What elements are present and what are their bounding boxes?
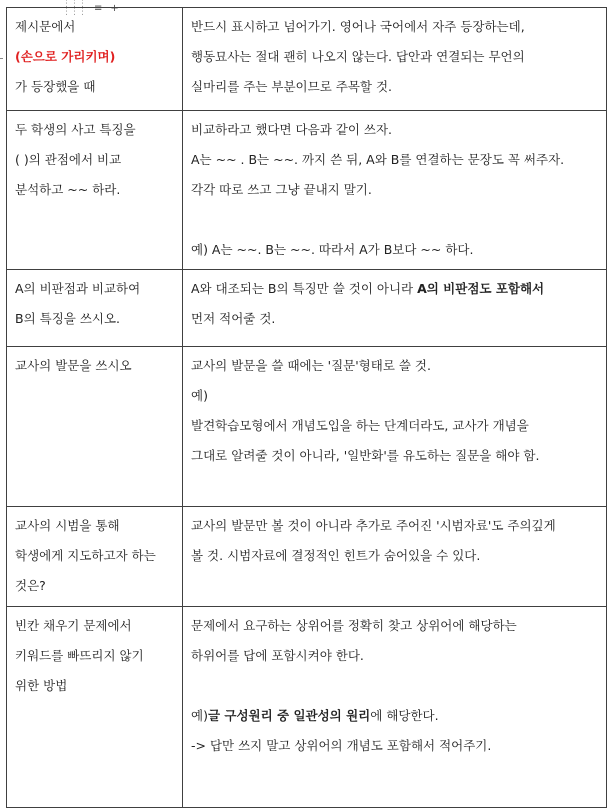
cell-text-part: 예) xyxy=(191,708,208,723)
cell-text: A는 ~~ . B는 ~~. 까지 쓴 뒤, A와 B를 연결하는 문장도 꼭 써주자. xyxy=(191,152,565,167)
cell-text: 교사의 발문을 쓰시오 xyxy=(15,358,132,373)
cell-text: 것은? xyxy=(15,578,46,593)
cell-text: A의 비판점과 비교하여 xyxy=(15,281,141,296)
cell-text-part: 에 해당한다. xyxy=(370,708,439,723)
drag-handle-icon[interactable]: ⋮⋮⋮ ⋮⋮⋮ xyxy=(62,0,86,17)
cell-text: 키워드를 빠뜨리지 않기 xyxy=(15,648,144,663)
cell-text xyxy=(191,274,599,304)
cell-text: 예) A는 ~~. B는 ~~. 따라서 A가 B보다 ~~ 하다. xyxy=(191,242,474,257)
cell-text: 가 등장했을 때 xyxy=(15,79,96,94)
cell-text: 행동묘사는 절대 괜히 나오지 않는다. 답안과 연결되는 무언의 xyxy=(191,49,525,64)
cell-text: 각각 따로 쓰고 그냥 끝내지 말기. xyxy=(191,182,372,197)
cell-text-bold: A의 비판점도 포함해서 xyxy=(417,281,545,296)
cell-text: 학생에게 지도하고자 하는 xyxy=(15,548,156,563)
cell-text: 비교하라고 했다면 다음과 같이 쓰자. xyxy=(191,122,392,137)
plus-icon[interactable]: + xyxy=(110,2,119,14)
blank-line xyxy=(191,205,599,235)
table-row xyxy=(7,270,607,347)
table-row xyxy=(7,507,607,607)
table-row xyxy=(7,607,607,808)
cell-text: 반드시 표시하고 넘어가기. 영어나 국어에서 자주 등장하는데, xyxy=(191,19,525,34)
cell-text: ( )의 관점에서 비교 xyxy=(15,152,122,167)
cell-text: 위한 방법 xyxy=(15,678,68,693)
cell-text xyxy=(191,701,599,731)
table-row xyxy=(7,347,607,507)
table-row xyxy=(7,8,607,111)
cell-text: 교사의 시범을 통해 xyxy=(15,518,120,533)
cell-text: 교사의 발문을 쓸 때에는 '질문'형태로 쓸 것. xyxy=(191,358,431,373)
margin-tick xyxy=(0,58,3,59)
cell-text-bold: 글 구성원리 중 일관성의 원리 xyxy=(207,708,371,723)
cell-text: 발견학습모형에서 개념도입을 하는 단계더라도, 교사가 개념을 xyxy=(191,418,529,433)
cell-text: 먼저 적어줄 것. xyxy=(191,311,276,326)
table-row xyxy=(7,111,607,270)
cell-text-emphasis: (손으로 가리키며) xyxy=(15,49,116,64)
cell-text: 제시문에서 xyxy=(15,19,76,34)
cell-text: B의 특징을 쓰시오. xyxy=(15,311,121,326)
blank-line xyxy=(191,671,599,701)
cell-text-part: A와 대조되는 B의 특징만 쓸 것이 아니라 xyxy=(191,281,418,296)
cell-text: 볼 것. 시범자료에 결정적인 힌트가 숨어있을 수 있다. xyxy=(191,548,481,563)
cell-text: 빈칸 채우기 문제에서 xyxy=(15,618,132,633)
align-icon[interactable]: ≡ xyxy=(94,2,103,14)
cell-text: 실마리를 주는 부분이므로 주목할 것. xyxy=(191,79,392,94)
notes-table xyxy=(6,7,607,808)
cell-text: -> 답만 쓰지 말고 상위어의 개념도 포함해서 적어주기. xyxy=(191,738,492,753)
cell-text: 교사의 발문만 볼 것이 아니라 추가로 주어진 '시범자료'도 주의깊게 xyxy=(191,518,556,533)
cell-text: 그대로 알려줄 것이 아니라, '일반화'를 유도하는 질문을 해야 함. xyxy=(191,448,540,463)
cell-text: 분석하고 ~~ 하라. xyxy=(15,182,121,197)
cell-text: 하위어를 답에 포함시켜야 한다. xyxy=(191,648,364,663)
cell-text: 두 학생의 사고 특징을 xyxy=(15,122,136,137)
cell-text: 문제에서 요구하는 상위어를 정확히 찾고 상위어에 해당하는 xyxy=(191,618,517,633)
cell-text: 예) xyxy=(191,388,208,403)
